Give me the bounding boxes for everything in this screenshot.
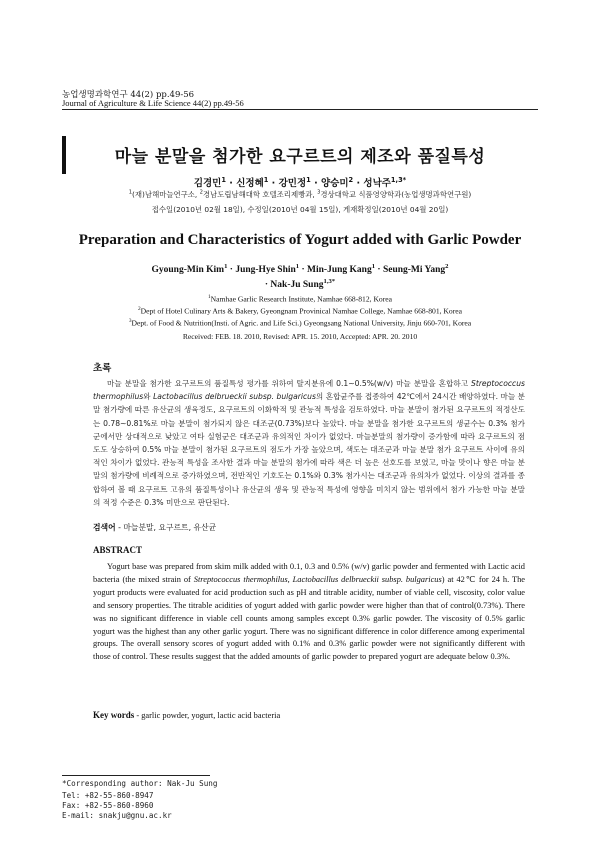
author-name: Seung-Mi Yang bbox=[382, 265, 446, 276]
journal-citation-ko: 농업생명과학연구 44(2) pp.49-56 bbox=[62, 90, 195, 100]
author-name: 강민정 bbox=[278, 178, 307, 189]
footnote-fax: Fax: +82-55-860-8960 bbox=[62, 801, 154, 810]
affiliation-english-3: $^3$Dept. of Food & Nutrition(Insti. of Agric. and Life Sci.) Gyeongsang National University, Jinju 660-701, Korea bbox=[128, 318, 472, 328]
title-english: Preparation and Characteristics of Yogurt added with Garlic Powder bbox=[78, 232, 522, 248]
author-name: Jung-Hye Shin bbox=[235, 265, 296, 276]
affiliations-korean: $^1$(재)남해마늘연구소, $^2$경남도립남해대학 호텔조리제빵과, $^3$경상대학교 식품영양학과(농업생명과학연구원) bbox=[128, 189, 472, 199]
header-rule bbox=[62, 109, 538, 110]
author-mark: 1,3* bbox=[390, 175, 407, 184]
author-mark: 1 bbox=[221, 175, 226, 184]
journal-citation-en: Journal of Agriculture & Life Science 44(2) pp.49-56 bbox=[62, 98, 244, 108]
abstract-heading-english: ABSTRACT bbox=[93, 545, 143, 555]
author-name: 김경민 bbox=[193, 178, 222, 189]
author-mark: 1 bbox=[263, 175, 269, 184]
authors-english: Gyoung-Min Kim$^1$ · Jung-Hye Shin$^1$ · Min-Jung Kang$^1$ · Seung-Mi Yang$^2$ bbox=[151, 263, 449, 276]
footnote-tel: Tel: +82-55-860-8947 bbox=[62, 791, 154, 800]
keywords-english: Key words - garlic powder, yogurt, lactic acid bacteria bbox=[93, 710, 281, 720]
author-name: Gyoung-Min Kim bbox=[151, 265, 225, 276]
affiliation-english-1: $^1$Namhae Garlic Research Institute, Namhae 668-812, Korea bbox=[208, 294, 392, 304]
author-mark: 2 bbox=[348, 175, 354, 184]
footnote-email: E-mail: snakju@gnu.ac.kr bbox=[62, 811, 172, 820]
abstract-korean: 마늘 분말을 첨가한 요구르트의 품질특성 평가를 위하여 탈지분유에 0.1~0.5%(w/v) 마늘 분말을 혼합하고 Streptococcus thermophilus와 Lactobacillus delbrueckii subsp. bulgaricus의 혼합균주를 접종하여 42℃에서 24시간 배양하였다. 마늘 분말 첨가량에 따른 유산균의 생육정도, 요구르트의 이화학적 및 관능적 특성을 검토하였다. 마늘 분말이 첨가된 요구르트의 적정산도는 0.78~0.81%로 마늘 분말이 첨가되지 않은 대조군(0.73%)보다 높았다. 마늘 분말을 첨가한 요구르트의 생균수는 0.3% 첨가군에서만 상대적으로 낮았고 여타 실험군은 대조군과 유의적인 차이가 없었다. 마늘분말의 첨가량이 증가함에 따라 요구르트의 점도도 상승하여 0.5% 마늘 분말이 첨가된 요구르트의 점도가 가장 높았으며, 색도는 대조군과 마늘 분말 첨가 요구르트 사이에 유의적인 차이가 없었다. 관능적 특성을 조사한 결과 마늘 분말의 첨가에 따라 색은 더 높은 선호도를 보였고, 마늘 맛이나 향은 마늘 분말의 첨가량에 비례적으로 증가하였으며, 전반적인 기호도는 0.1%와 0.3% 첨가시는 대조군과 유의차가 없었다. 이상의 결과를 종합하여 볼 때 요구르트 고유의 품질특성이나 유산균의 생육 및 관능적 특성에 영향을 미치지 않는 범위에서 첨가 가능한 마늘 분말의 적정 수준은 0.3% 미만으로 판단된다. bbox=[93, 379, 526, 507]
dates-korean: 접수일(2010년 02월 18일), 수정일(2010년 04월 15일), 게재확정일(2010년 04월 20일) bbox=[151, 205, 449, 214]
author-name: 신정혜 bbox=[236, 178, 264, 189]
author-name: Nak-Ju Sung bbox=[270, 280, 324, 291]
authors-english-line2: · Nak-Ju Sung$^{1,3*}$ bbox=[264, 278, 336, 291]
author-mark: 1 bbox=[306, 175, 311, 184]
author-name: 양승미 bbox=[321, 178, 349, 189]
affiliation-english-2: $^2$Dept of Hotel Culinary Arts & Bakery, Gyeongnam Provinical Namhae College, Namhae 668-801, Korea bbox=[138, 306, 462, 316]
footnote-rule bbox=[62, 775, 210, 776]
title-korean: 마늘 분말을 첨가한 요구르트의 제조와 품질특성 bbox=[114, 147, 486, 167]
abstract-heading-korean: 초록 bbox=[93, 363, 112, 374]
corresponding-author: *Corresponding author: Nak-Ju Sung bbox=[62, 779, 218, 788]
author-name: 성낙주 bbox=[363, 178, 391, 189]
keywords-korean: 검색어 - 마늘분말, 요구르트, 유산균 bbox=[93, 523, 217, 532]
author-name: Min-Jung Kang bbox=[307, 265, 372, 276]
abstract-english: Yogurt base was prepared from skim milk added with 0.1, 0.3 and 0.5% (w/v) garlic powder and fermented with Lactic acid bacteria (the mixed strain of Streptococcus thermophilus, Lactobacillus delbrueckii subsp. bulgaricus) at 42℃ for 24 h. The yogurt products were evaluated for acid production such as pH and titrable acidity, number of viable cell, viscosity, color value and sensory properties. The titrable acidities of yogurt added with garlic powder were higher than that of control(0.73%). There was no significant difference in viable cell counts among samples except 0.3% garlic powder. The viscosity of 0.5% garlic yogurt was the highest than any other garlic yogurt. There was no significant difference in color difference among experimental groups. The overall sensory scores of yogurt added with 0.1% and 0.3% garlic powder were not significantly different with those of control. These results suggest that the added amounts of garlic powder to prepared yogurt are adequate below 0.3%. bbox=[93, 562, 526, 662]
authors-korean: 김경민$^1$ · 신정혜$^1$ · 강민정$^1$ · 양승미$^2$ · 성낙주$^{1,3*}$ bbox=[193, 175, 407, 189]
dates-english: Received: FEB. 18. 2010, Revised: APR. 15. 2010, Accepted: APR. 20. 2010 bbox=[182, 332, 418, 341]
